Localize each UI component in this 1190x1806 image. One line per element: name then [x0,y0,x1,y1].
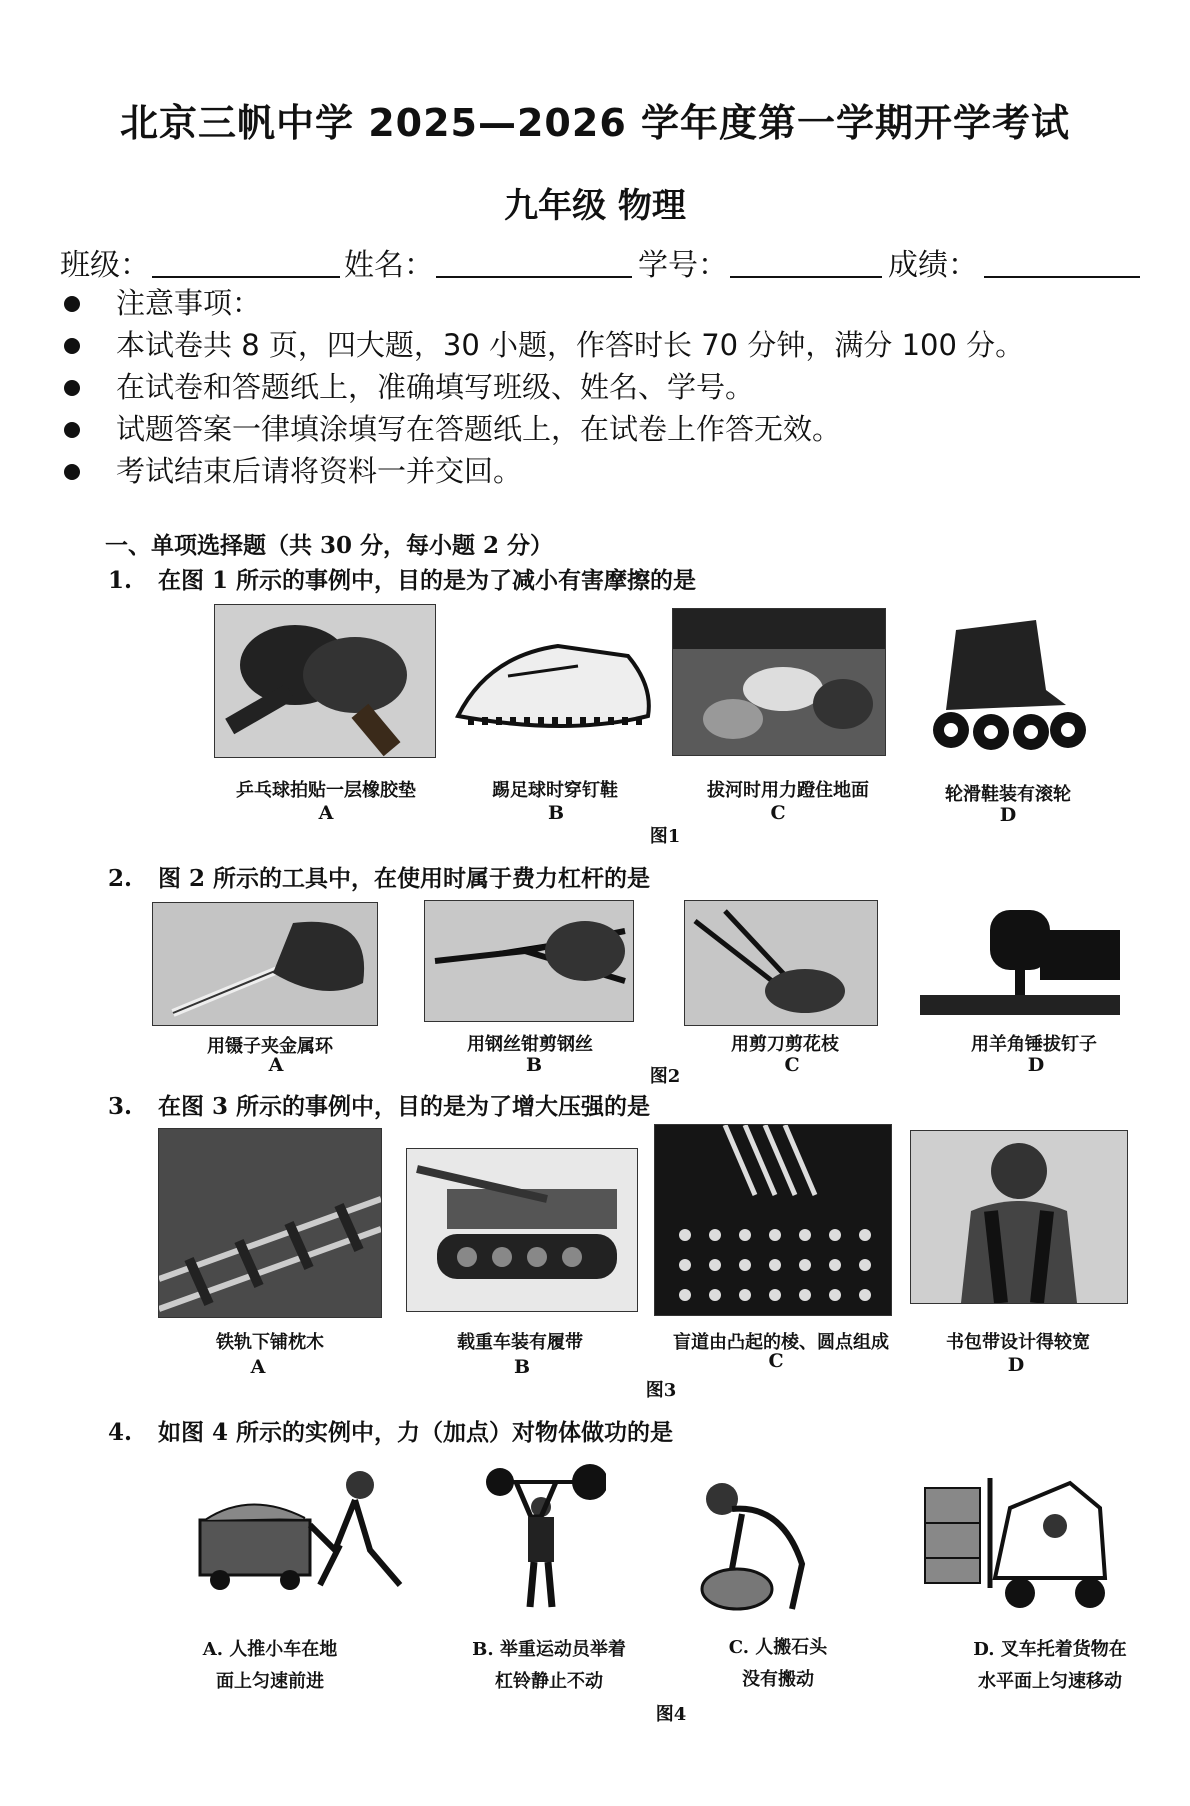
option-letter-1a: A [318,802,334,824]
caption-1b: 踢足球时穿钉鞋 [492,780,618,801]
note-item: 试题答案一律填涂填写在答题纸上，在试卷上作答无效。 [58,408,1158,450]
figure-label-2: 图2 [649,1066,681,1087]
image-pruning-shears [684,900,878,1026]
option-letter-1d: D [999,804,1017,826]
note-item: 考试结束后请将资料一并交回。 [58,450,1158,492]
notes-list [58,282,1158,492]
id-label: 学号： [638,248,728,283]
option-letter-1b: B [547,802,565,824]
caption-1a: 乒乓球拍贴一层橡胶垫 [236,780,416,801]
caption-4a: A. 人推小车在地 面上匀速前进 [202,1639,338,1692]
image-pingpong-paddle [214,604,436,758]
caption-3d: 书包带设计得较宽 [946,1332,1090,1353]
score-blank[interactable] [984,276,1140,278]
figure-label-4: 图4 [655,1704,687,1725]
bullet-icon [64,464,80,480]
option-letter-2c: C [784,1054,800,1076]
figure-label-3: 图3 [645,1380,677,1401]
option-letter-3d: D [1007,1354,1025,1376]
option-letter-3a: A [250,1356,266,1378]
question-3: 3. 在图 3 所示的事例中，目的是为了增大压强的是 [108,1093,651,1120]
option-letter-1c: C [770,802,786,824]
section-heading: 一、单项选择题（共 30 分，每小题 2 分） [105,532,554,559]
exam-subtitle: 九年级 物理 [504,186,686,226]
image-tweezers [152,902,378,1026]
note-item: 本试卷共 8 页，四大题，30 小题，作答时长 70 分钟，满分 100 分。 [58,324,1158,366]
class-blank[interactable] [152,276,340,278]
name-blank[interactable] [436,276,632,278]
caption-2b: 用钢丝钳剪钢丝 [467,1034,593,1055]
caption-3b: 载重车装有履带 [457,1332,583,1353]
question-4: 4. 如图 4 所示的实例中，力（加点）对物体做功的是 [108,1419,674,1446]
bullet-icon [64,380,80,396]
question-2: 2. 图 2 所示的工具中，在使用时属于费力杠杆的是 [108,865,651,892]
name-label: 姓名： [344,248,434,283]
caption-2a: 用镊子夹金属环 [207,1036,333,1057]
bullet-icon [64,338,80,354]
bullet-icon [64,296,80,312]
option-letter-2a: A [268,1054,284,1076]
image-tug-of-war [672,608,886,756]
option-letter-3c: C [768,1350,784,1372]
student-info-row [60,240,1140,284]
option-letter-3b: B [513,1356,531,1378]
image-push-cart [190,1460,420,1600]
image-claw-hammer [920,900,1120,1022]
caption-4c: C. 人搬石头 没有搬动 [728,1637,828,1690]
class-label: 班级： [60,248,150,283]
caption-1c: 拔河时用力蹬住地面 [707,780,869,801]
caption-1d: 轮滑鞋装有滚轮 [945,784,1071,805]
bullet-icon [64,422,80,438]
figure-label-1: 图1 [649,826,681,847]
image-forklift [920,1468,1120,1618]
exam-title: 北京三帆中学 2025—2026 学年度第一学期开学考试 [120,101,1070,145]
note-item: 在试卷和答题纸上，准确填写班级、姓名、学号。 [58,366,1158,408]
image-person-lifting-stone [672,1474,832,1616]
image-wire-pliers [424,900,634,1022]
option-letter-2b: B [525,1054,543,1076]
note-item: 注意事项： [58,282,1158,324]
caption-2c: 用剪刀剪花枝 [731,1034,839,1055]
image-football-boots [448,616,660,748]
image-weightlifter [486,1462,606,1618]
caption-4b: B. 举重运动员举着 杠铃静止不动 [472,1639,626,1692]
caption-4d: D. 叉车托着货物在 水平面上匀速移动 [973,1639,1127,1692]
score-label: 成绩： [888,248,978,283]
caption-2d: 用羊角锤拔钉子 [971,1034,1097,1055]
image-railway-sleepers [158,1128,382,1318]
question-1: 1. 在图 1 所示的事例中，目的是为了减小有害摩擦的是 [108,567,697,594]
image-tracked-vehicle [406,1148,638,1312]
image-school-bag [910,1130,1128,1304]
option-letter-2d: D [1027,1054,1045,1076]
id-blank[interactable] [730,276,882,278]
caption-3a: 铁轨下铺枕木 [216,1332,324,1353]
image-roller-skate [916,610,1096,758]
image-tactile-paving [654,1124,892,1316]
caption-3c: 盲道由凸起的棱、圆点组成 [673,1332,889,1353]
